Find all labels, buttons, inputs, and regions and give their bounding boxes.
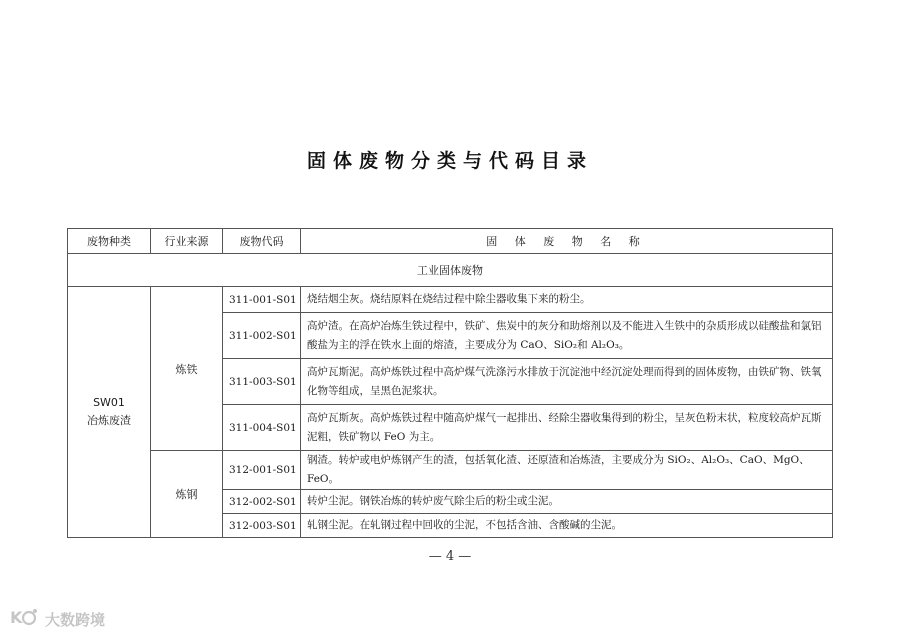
- industry-ironmaking: 炼铁: [151, 287, 223, 451]
- industry-steelmaking: 炼钢: [151, 451, 223, 538]
- waste-code: 312-003-S01: [223, 514, 301, 538]
- category-code: SW01: [93, 396, 125, 409]
- waste-code: 312-001-S01: [223, 451, 301, 490]
- waste-description: 高炉渣。在高炉冶炼生铁过程中，铁矿、焦炭中的灰分和助熔剂以及不能进入生铁中的杂质形成以硅酸盐和氯铝酸盐为主的浮在铁水上面的熔渣，主要成分为 CaO、SiO₂和 Al₂O₃。: [301, 313, 833, 359]
- category-name: 冶炼废渣: [87, 414, 131, 427]
- waste-code: 311-001-S01: [223, 287, 301, 313]
- section-title: 工业固体废物: [68, 254, 833, 287]
- table-header-row: [68, 229, 833, 254]
- page-number: — 4 —: [428, 549, 472, 564]
- waste-description: 钢渣。转炉或电炉炼钢产生的渣，包括氧化渣、还原渣和冶炼渣，主要成分为 SiO₂、Al₂O₃、CaO、MgO、FeO。: [301, 451, 833, 490]
- watermark-text: 大数跨境: [45, 610, 106, 629]
- category-cell: [68, 287, 151, 538]
- waste-description: 高炉瓦斯灰。高炉炼铁过程中随高炉煤气一起排出、经除尘器收集得到的粉尘，呈灰色粉末状，粒度较高炉瓦斯泥粗，铁矿物以 FeO 为主。: [301, 405, 833, 451]
- section-row: [68, 254, 833, 287]
- waste-code: 311-004-S01: [223, 405, 301, 451]
- waste-description: 轧钢尘泥。在轧钢过程中回收的尘泥，不包括含油、含酸碱的尘泥。: [301, 514, 833, 538]
- svg-text:K: K: [10, 608, 23, 627]
- header-category: 废物种类: [68, 229, 151, 254]
- waste-code: 311-002-S01: [223, 313, 301, 359]
- brand-logo-icon: [10, 606, 40, 632]
- header-name: 固 体 废 物 名 称: [301, 229, 833, 254]
- waste-description: 高炉瓦斯泥。高炉炼铁过程中高炉煤气洗涤污水排放于沉淀池中经沉淀处理而得到的固体废物，由铁矿物、铁氧化物等组成，呈黑色泥浆状。: [301, 359, 833, 405]
- waste-code: 312-002-S01: [223, 490, 301, 514]
- watermark: [10, 606, 105, 632]
- header-code: 废物代码: [223, 229, 301, 254]
- table-row: [68, 451, 833, 490]
- table-row: [68, 287, 833, 313]
- waste-description: 转炉尘泥。钢铁冶炼的转炉废气除尘后的粉尘或尘泥。: [301, 490, 833, 514]
- waste-code: 311-003-S01: [223, 359, 301, 405]
- waste-catalog-table: [67, 228, 833, 538]
- header-industry: 行业来源: [151, 229, 223, 254]
- waste-description: 烧结烟尘灰。烧结原料在烧结过程中除尘器收集下来的粉尘。: [301, 287, 833, 313]
- document-title: 固体废物分类与代码目录: [306, 150, 593, 172]
